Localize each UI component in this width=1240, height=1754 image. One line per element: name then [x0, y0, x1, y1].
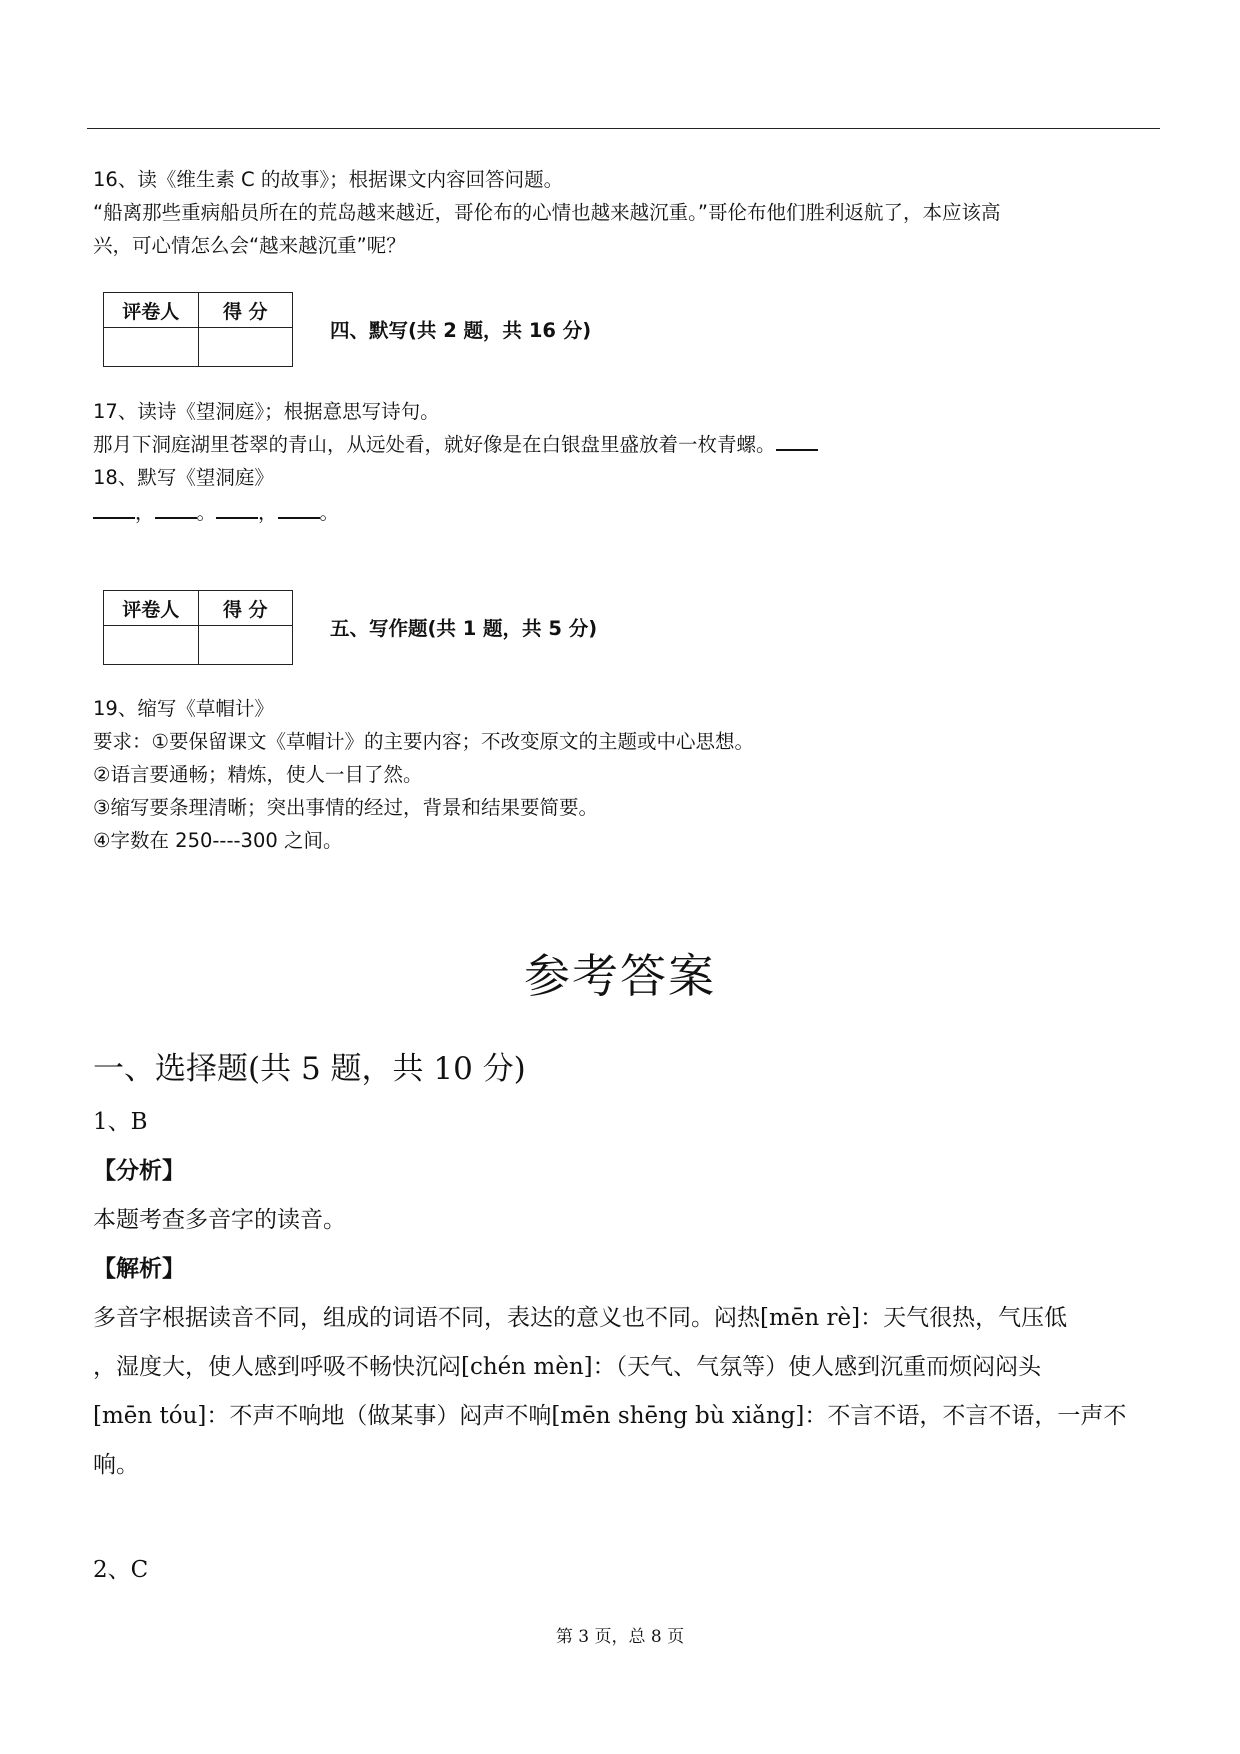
q19-req-3: ③缩写要条理清晰；突出事情的经过，背景和结果要简要。 [93, 796, 598, 819]
answers-section-heading: 一、选择题(共 5 题，共 10 分) [93, 1051, 526, 1087]
q19-req-1: 要求：①要保留课文《草帽计》的主要内容；不改变原文的主题或中心思想。 [93, 730, 754, 753]
q17-prompt: 17、读诗《望洞庭》；根据意思写诗句。 [93, 400, 440, 423]
explain-line-1: 多音字根据读音不同，组成的词语不同，表达的意义也不同。闷热[mēn rè]：天气很热，气压低 [93, 1305, 1068, 1331]
explain-line-4: 响。 [93, 1452, 139, 1478]
score-label: 得 分 [198, 293, 293, 328]
explain-label: 【解析】 [93, 1255, 185, 1282]
explain-line-2: ，湿度大，使人感到呼吸不畅快沉闷[chén mèn]：（天气、气氛等）使人感到沉重而烦闷闷头 [93, 1354, 1042, 1380]
q18-prompt: 18、默写《望洞庭》 [93, 466, 274, 489]
answer-blank[interactable] [278, 499, 320, 519]
section-heading-5: 五、写作题(共 1 题，共 5 分) [330, 617, 598, 640]
score-label: 得 分 [198, 591, 293, 626]
answer-blank[interactable] [776, 431, 818, 451]
reviewer-label: 评卷人 [104, 591, 199, 626]
score-cell[interactable] [198, 626, 293, 665]
q19-req-2: ②语言要通畅；精炼，使人一目了然。 [93, 763, 423, 786]
q18-blanks: ， 。 ， 。 [93, 496, 339, 529]
q17-meaning: 那月下洞庭湖里苍翠的青山，从远处看，就好像是在白银盘里盛放着一枚青螺。 [93, 428, 818, 461]
answer-2: 2、C [93, 1557, 149, 1583]
reviewer-label: 评卷人 [104, 293, 199, 328]
reviewer-cell[interactable] [104, 328, 199, 367]
explain-line-3: [mēn tóu]：不声不响地（做某事）闷声不响[mēn shēng bù xiǎng]：不言不语，不言不语，一声不 [93, 1403, 1127, 1429]
section-heading-4: 四、默写(共 2 题，共 16 分) [330, 319, 592, 342]
grade-table [103, 590, 293, 665]
header-rule [87, 128, 1160, 129]
grade-table [103, 292, 293, 367]
analysis-label: 【分析】 [93, 1157, 185, 1184]
answer-blank[interactable] [216, 499, 258, 519]
q19-prompt: 19、缩写《草帽计》 [93, 697, 274, 720]
q16-quote: “船离那些重病船员所在的荒岛越来越近，哥伦布的心情也越来越沉重。”哥伦布他们胜利返航了，本应该高 [93, 201, 1001, 224]
answers-title: 参考答案 [524, 949, 716, 1003]
answer-blank[interactable] [155, 499, 197, 519]
q16-question: 兴，可心情怎么会“越来越沉重”呢？ [93, 234, 406, 257]
score-cell[interactable] [198, 328, 293, 367]
reviewer-cell[interactable] [104, 626, 199, 665]
analysis-text: 本题考查多音字的读音。 [93, 1207, 346, 1233]
answer-1: 1、B [93, 1109, 148, 1135]
q16-prompt: 16、读《维生素 C 的故事》；根据课文内容回答问题。 [93, 168, 564, 191]
answer-blank[interactable] [93, 499, 135, 519]
page-footer: 第 3 页，总 8 页 [555, 1627, 685, 1647]
q19-req-4: ④字数在 250----300 之间。 [93, 829, 343, 852]
